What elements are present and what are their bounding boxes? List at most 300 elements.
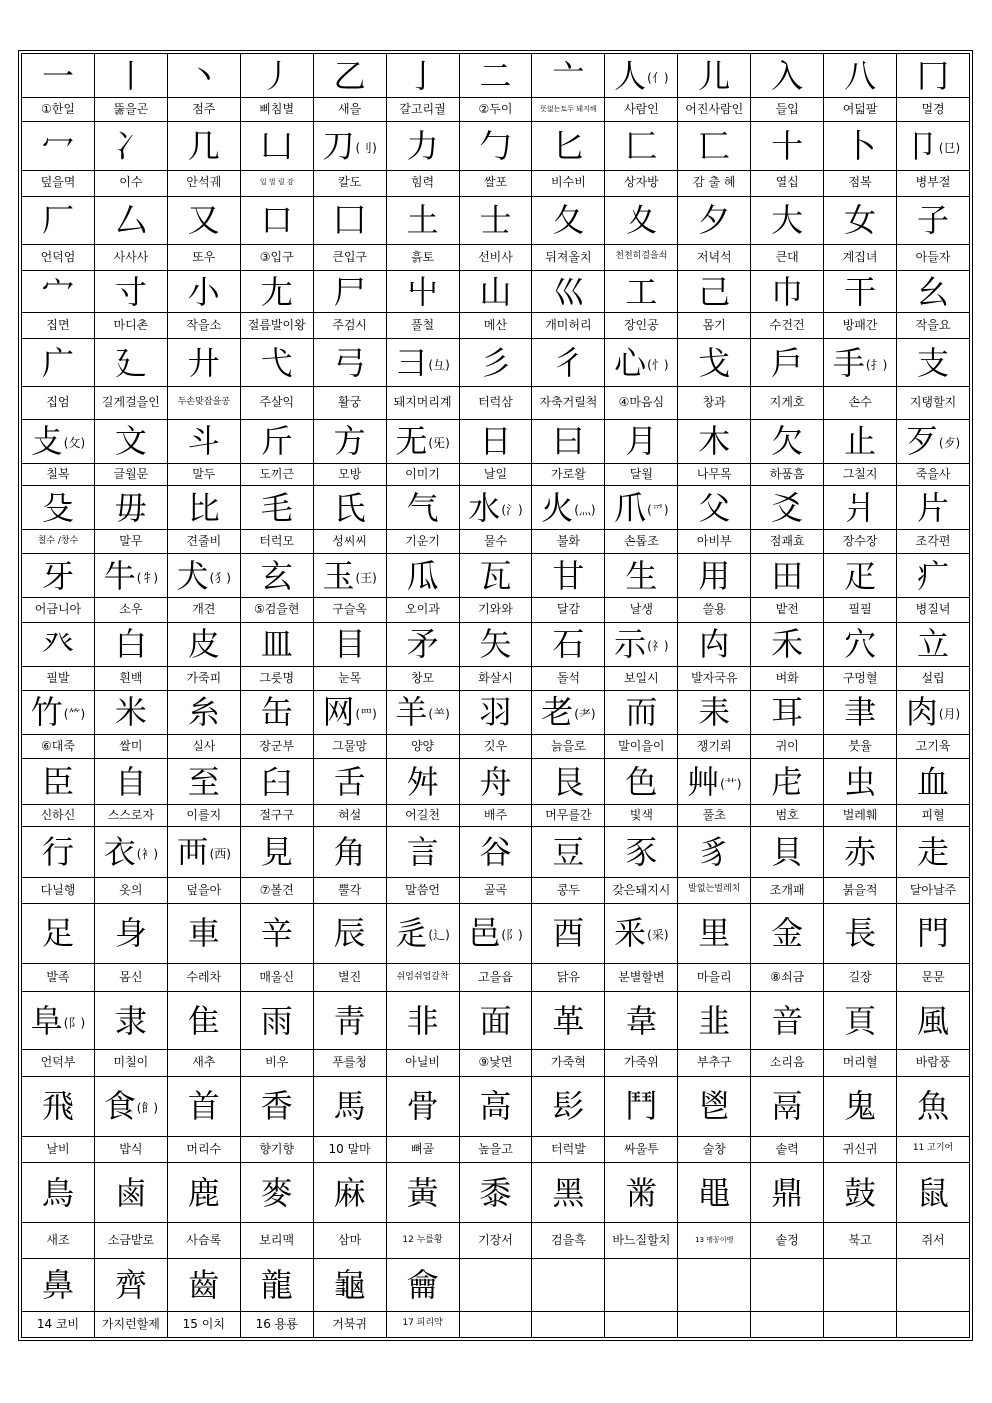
radical-cell xyxy=(167,485,240,529)
radical-name: 쥐서 xyxy=(897,1223,970,1259)
radical-cell xyxy=(532,1162,605,1222)
radical-cell xyxy=(897,339,970,387)
radical-char: 黹 xyxy=(625,1173,658,1212)
radical-name: 구멍혈 xyxy=(824,666,897,690)
radical-cell xyxy=(386,903,459,963)
radical-char: 匕 xyxy=(552,126,585,165)
radical-name: 그칠지 xyxy=(824,463,897,485)
radical-name: 말씀언 xyxy=(386,877,459,903)
radical-cell xyxy=(824,903,897,963)
radical-name: 글월문 xyxy=(94,463,167,485)
radical-char: 气 xyxy=(406,488,439,527)
name-row xyxy=(22,313,970,339)
hanja-row xyxy=(22,992,970,1050)
radical-name: 미칠이 xyxy=(94,1050,167,1076)
radical-cell xyxy=(167,270,240,312)
radical-cell xyxy=(386,554,459,598)
radical-char: 鬼 xyxy=(844,1087,877,1126)
radical-char: 皮 xyxy=(187,625,220,664)
radical-name: 자축거릴척 xyxy=(532,387,605,419)
radical-name: 피혈 xyxy=(897,805,970,827)
radical-char: 网 xyxy=(322,693,355,732)
radical-char: 走 xyxy=(917,833,950,872)
radical-name: 붉을적 xyxy=(824,877,897,903)
radical-cell xyxy=(678,54,751,98)
radical-cell xyxy=(94,622,167,666)
radical-name: 점복 xyxy=(824,170,897,196)
radical-name: 머리수 xyxy=(167,1136,240,1162)
radical-cell xyxy=(167,122,240,170)
radical-name: 집면 xyxy=(22,313,95,339)
radical-name: 들입 xyxy=(751,98,824,122)
radical-variant: (歺) xyxy=(938,436,961,451)
radical-char: 黽 xyxy=(698,1173,731,1212)
radical-cell xyxy=(167,827,240,877)
radical-name: 날일 xyxy=(459,463,532,485)
radical-cell xyxy=(897,270,970,312)
radical-name: 붓율 xyxy=(824,735,897,759)
radical-cell xyxy=(167,1162,240,1222)
radical-cell xyxy=(605,485,678,529)
radical-name: 멀경 xyxy=(897,98,970,122)
radical-variant: (阝) xyxy=(63,1015,86,1030)
radical-name: 14 코비 xyxy=(22,1311,95,1337)
radical-char: 日 xyxy=(479,422,512,461)
radical-char: 立 xyxy=(917,625,950,664)
radical-variant: (飠) xyxy=(136,1101,159,1116)
radical-char: 尸 xyxy=(333,272,366,311)
radical-name: 천천히걸을쇠 xyxy=(605,244,678,270)
hanja-row xyxy=(22,419,970,463)
radical-name: 쟁기뢰 xyxy=(678,735,751,759)
radical-variant: (王) xyxy=(355,570,377,585)
radical-name: 눈목 xyxy=(313,666,386,690)
radical-cell xyxy=(167,339,240,387)
empty-cell xyxy=(824,1259,897,1311)
radical-cell xyxy=(94,759,167,805)
radical-name: ⑥대죽 xyxy=(22,735,95,759)
radical-variant: (阝) xyxy=(501,928,523,943)
radical-char: 骨 xyxy=(406,1087,439,1126)
empty-cell xyxy=(459,1259,532,1311)
radical-name: 다닐행 xyxy=(22,877,95,903)
radical-cell xyxy=(94,1259,167,1311)
radical-name: 고기육 xyxy=(897,735,970,759)
radical-char: 而 xyxy=(625,693,658,732)
radical-char: 无 xyxy=(395,422,428,461)
radical-name: 쉬엄쉬엄갈착 xyxy=(386,964,459,992)
radical-variant: (艹) xyxy=(720,776,742,791)
radical-variant: (辶) xyxy=(428,928,450,943)
radical-cell xyxy=(605,196,678,244)
radical-name: 지탱할지 xyxy=(897,387,970,419)
radical-cell xyxy=(824,339,897,387)
radical-char: 面 xyxy=(479,1001,512,1040)
hanja-row xyxy=(22,54,970,98)
radical-char: 羊 xyxy=(395,693,428,732)
radical-char: 曰 xyxy=(552,422,585,461)
radical-name: 빛색 xyxy=(605,805,678,827)
name-row xyxy=(22,735,970,759)
radical-char: 鼻 xyxy=(41,1266,74,1305)
radical-char: 首 xyxy=(187,1087,220,1126)
radical-cell xyxy=(459,122,532,170)
radical-name: 별진 xyxy=(313,964,386,992)
radical-cell xyxy=(386,54,459,98)
radical-name: 필발 xyxy=(22,666,95,690)
radical-char: 人 xyxy=(614,56,647,95)
radical-cell xyxy=(678,622,751,666)
radical-cell xyxy=(22,196,95,244)
radical-name: 보리맥 xyxy=(240,1223,313,1259)
radical-char: 彳 xyxy=(552,343,585,382)
radical-name: 옷의 xyxy=(94,877,167,903)
radical-name: 아닐비 xyxy=(386,1050,459,1076)
radical-char: 貝 xyxy=(771,833,804,872)
radical-char: 儿 xyxy=(698,56,731,95)
radical-cell xyxy=(167,992,240,1050)
radical-char: 音 xyxy=(771,1001,804,1040)
radical-cell xyxy=(824,1076,897,1136)
radical-cell xyxy=(897,54,970,98)
name-row xyxy=(22,1050,970,1076)
radical-char: 殳 xyxy=(41,488,74,527)
radical-name: 11 고기어 xyxy=(897,1136,970,1162)
radical-name: 이미기 xyxy=(386,463,459,485)
radical-name: 수레차 xyxy=(167,964,240,992)
radical-name: 아들자 xyxy=(897,244,970,270)
radical-name: 아비부 xyxy=(678,530,751,554)
radical-char: 行 xyxy=(41,833,74,872)
empty-cell xyxy=(605,1311,678,1337)
radical-cell xyxy=(313,485,386,529)
radical-char: 臼 xyxy=(260,762,293,801)
radical-cell xyxy=(22,690,95,734)
radical-name: 기와와 xyxy=(459,598,532,622)
radical-name: 입 벌 릴 감 xyxy=(240,170,313,196)
hanja-row xyxy=(22,622,970,666)
radical-char: 冂 xyxy=(917,56,950,95)
empty-cell xyxy=(751,1259,824,1311)
radical-name: 사슴록 xyxy=(167,1223,240,1259)
radical-cell xyxy=(459,196,532,244)
name-row xyxy=(22,805,970,827)
radical-name: ⑤검을현 xyxy=(240,598,313,622)
radical-name: 쌀미 xyxy=(94,735,167,759)
radical-name: 칼도 xyxy=(313,170,386,196)
radical-char: 聿 xyxy=(844,693,877,732)
radical-name: 길장 xyxy=(824,964,897,992)
radical-name: 발자국유 xyxy=(678,666,751,690)
hanja-row xyxy=(22,339,970,387)
radical-char: 士 xyxy=(479,201,512,240)
radical-char: 止 xyxy=(844,422,877,461)
radical-char: 彐 xyxy=(395,343,428,382)
radical-char: 丨 xyxy=(114,56,147,95)
radical-cell xyxy=(605,622,678,666)
radical-cell xyxy=(459,622,532,666)
radical-char: 厶 xyxy=(114,201,147,240)
radical-name: 바느질할치 xyxy=(605,1223,678,1259)
radical-cell xyxy=(824,270,897,312)
radical-variant: (罒) xyxy=(355,707,377,722)
radical-char: 入 xyxy=(771,56,804,95)
radical-name: 기장서 xyxy=(459,1223,532,1259)
radical-char: 月 xyxy=(625,422,658,461)
radical-name: 하품흠 xyxy=(751,463,824,485)
radical-cell xyxy=(167,1259,240,1311)
name-row xyxy=(22,964,970,992)
radical-char: 干 xyxy=(844,272,877,311)
radical-cell xyxy=(313,903,386,963)
radical-cell xyxy=(751,339,824,387)
radical-char: 黃 xyxy=(406,1173,439,1212)
radical-name: 주살익 xyxy=(240,387,313,419)
radical-char: 匸 xyxy=(698,126,731,165)
radical-char: 力 xyxy=(406,126,439,165)
radical-name: 발없는벌레치 xyxy=(678,877,751,903)
radical-name: 점주 xyxy=(167,98,240,122)
radical-char: 目 xyxy=(333,625,366,664)
radical-name: 콩두 xyxy=(532,877,605,903)
radical-variant: (犭) xyxy=(209,570,231,585)
radical-name: 마디촌 xyxy=(94,313,167,339)
empty-cell xyxy=(678,1311,751,1337)
radical-char: 几 xyxy=(187,126,220,165)
radical-cell xyxy=(94,485,167,529)
radical-char: 攴 xyxy=(30,422,63,461)
radical-name: 돼지머리계 xyxy=(386,387,459,419)
radical-char: 二 xyxy=(479,56,512,95)
radical-cell xyxy=(897,1162,970,1222)
radical-name: 흰백 xyxy=(94,666,167,690)
radical-char: 高 xyxy=(479,1087,512,1126)
radical-cell xyxy=(824,419,897,463)
radical-cell xyxy=(751,554,824,598)
radical-name: 날생 xyxy=(605,598,678,622)
radical-char: 广 xyxy=(41,343,74,382)
radical-name: 뼈골 xyxy=(386,1136,459,1162)
radical-name: 범호 xyxy=(751,805,824,827)
radical-name: 두손맞잡을공 xyxy=(167,387,240,419)
radical-cell xyxy=(897,903,970,963)
radical-cell xyxy=(313,622,386,666)
radical-char: 麥 xyxy=(260,1173,293,1212)
radical-cell xyxy=(897,1076,970,1136)
hanja-row xyxy=(22,270,970,312)
radical-name: 새조 xyxy=(22,1223,95,1259)
radical-name: 말두 xyxy=(167,463,240,485)
hanja-row xyxy=(22,554,970,598)
radical-char: 石 xyxy=(552,625,585,664)
radical-char: 龠 xyxy=(406,1266,439,1305)
radical-cell xyxy=(240,690,313,734)
radical-char: 黍 xyxy=(479,1173,512,1212)
radical-char: 肉 xyxy=(905,693,938,732)
radical-variant: (忄) xyxy=(647,357,669,372)
radical-name: 여덟팔 xyxy=(824,98,897,122)
radical-char: 虫 xyxy=(844,762,877,801)
radical-cell xyxy=(605,759,678,805)
radical-name: 바람풍 xyxy=(897,1050,970,1076)
radical-char: 冫 xyxy=(114,126,147,165)
radical-char: 弋 xyxy=(260,343,293,382)
radical-name: 어금니아 xyxy=(22,598,95,622)
radical-char: 手 xyxy=(832,343,865,382)
empty-cell xyxy=(824,1311,897,1337)
radical-name: 보일시 xyxy=(605,666,678,690)
radical-char: 黑 xyxy=(552,1173,585,1212)
radical-cell xyxy=(313,1259,386,1311)
radical-name: 터럭삼 xyxy=(459,387,532,419)
radical-cell xyxy=(459,339,532,387)
radical-cell xyxy=(459,759,532,805)
empty-cell xyxy=(897,1311,970,1337)
radical-cell xyxy=(240,827,313,877)
radical-char: 靑 xyxy=(333,1001,366,1040)
radical-cell xyxy=(386,122,459,170)
radical-char: 邑 xyxy=(468,914,501,953)
radical-cell xyxy=(240,1162,313,1222)
name-row xyxy=(22,1223,970,1259)
radical-name: 실사 xyxy=(167,735,240,759)
radical-cell xyxy=(824,196,897,244)
radical-cell xyxy=(94,690,167,734)
radical-char: 酉 xyxy=(552,914,585,953)
radical-cell xyxy=(94,54,167,98)
radical-variant: (⺮) xyxy=(63,707,86,722)
radical-char: 自 xyxy=(114,762,147,801)
radical-name: 깃우 xyxy=(459,735,532,759)
radical-cell xyxy=(678,827,751,877)
radical-name: 신하신 xyxy=(22,805,95,827)
hanja-row xyxy=(22,196,970,244)
radical-name: 상자방 xyxy=(605,170,678,196)
radical-cell xyxy=(167,554,240,598)
radical-variant: (耂) xyxy=(574,707,596,722)
radical-name: 머무를간 xyxy=(532,805,605,827)
radical-name: 몸기 xyxy=(678,313,751,339)
radical-cell xyxy=(605,122,678,170)
radical-name: 가죽피 xyxy=(167,666,240,690)
radical-char: 夂 xyxy=(552,201,585,240)
radical-name: 뒤져올치 xyxy=(532,244,605,270)
radical-name: 밭전 xyxy=(751,598,824,622)
radical-char: 口 xyxy=(260,201,293,240)
radical-char: 襾 xyxy=(176,833,209,872)
radical-name: 혀설 xyxy=(313,805,386,827)
radical-name: ⑧쇠금 xyxy=(751,964,824,992)
radical-cell xyxy=(22,992,95,1050)
radical-name: 12 누를황 xyxy=(386,1223,459,1259)
radical-char: 欠 xyxy=(771,422,804,461)
radical-char: 勹 xyxy=(479,126,512,165)
radical-name: 말이을이 xyxy=(605,735,678,759)
radical-char: 宀 xyxy=(41,272,74,311)
radical-char: 足 xyxy=(41,914,74,953)
radical-variant: (刂) xyxy=(355,140,377,155)
radical-cell xyxy=(678,1076,751,1136)
radical-cell xyxy=(605,690,678,734)
radical-cell xyxy=(167,759,240,805)
radical-cell xyxy=(751,419,824,463)
radical-char: 非 xyxy=(406,1001,439,1040)
radical-cell xyxy=(240,759,313,805)
radical-name: 풀초 xyxy=(678,805,751,827)
radical-char: 舛 xyxy=(406,762,439,801)
radical-char: 十 xyxy=(771,126,804,165)
radical-cell xyxy=(240,903,313,963)
radical-char: 谷 xyxy=(479,833,512,872)
radical-name: 병질녁 xyxy=(897,598,970,622)
radical-cell xyxy=(386,419,459,463)
radical-name: 언덕엄 xyxy=(22,244,95,270)
radical-cell xyxy=(897,196,970,244)
radical-name: 견줄비 xyxy=(167,530,240,554)
radical-char: 香 xyxy=(260,1087,293,1126)
radical-name: 이수 xyxy=(94,170,167,196)
radical-char: 方 xyxy=(333,422,366,461)
radical-char: 艸 xyxy=(687,762,720,801)
radical-name: 터럭발 xyxy=(532,1136,605,1162)
radical-name: 솥력 xyxy=(751,1136,824,1162)
radical-char: 耳 xyxy=(771,693,804,732)
radical-char: 米 xyxy=(114,693,147,732)
radical-name: 길게걸을인 xyxy=(94,387,167,419)
radical-cell xyxy=(678,485,751,529)
radical-char: 厂 xyxy=(41,201,74,240)
radical-cell xyxy=(313,1076,386,1136)
radical-cell xyxy=(605,419,678,463)
radical-cell xyxy=(459,992,532,1050)
radical-cell xyxy=(605,54,678,98)
radical-char: 馬 xyxy=(333,1087,366,1126)
radical-name: 불화 xyxy=(532,530,605,554)
radical-char: 豸 xyxy=(698,833,731,872)
radical-name: 새추 xyxy=(167,1050,240,1076)
radical-cell xyxy=(167,419,240,463)
radical-cell xyxy=(386,992,459,1050)
radical-cell xyxy=(897,622,970,666)
radical-char: 鬯 xyxy=(698,1087,731,1126)
radical-cell xyxy=(22,419,95,463)
radical-cell xyxy=(22,1162,95,1222)
radical-cell xyxy=(751,1076,824,1136)
radical-char: 示 xyxy=(614,625,647,664)
radical-char: 大 xyxy=(771,201,804,240)
radical-char: 色 xyxy=(625,762,658,801)
radical-char: 糸 xyxy=(187,693,220,732)
radical-name: 어진사람인 xyxy=(678,98,751,122)
radical-name: 화살시 xyxy=(459,666,532,690)
empty-cell xyxy=(459,1311,532,1337)
radical-cell xyxy=(678,122,751,170)
radical-cell xyxy=(897,122,970,170)
radical-name: 도끼근 xyxy=(240,463,313,485)
radical-char: 支 xyxy=(917,343,950,382)
radical-char: 木 xyxy=(698,422,731,461)
radical-cell xyxy=(897,992,970,1050)
radical-cell xyxy=(22,122,95,170)
radical-char: 疒 xyxy=(917,556,950,595)
radical-cell xyxy=(751,122,824,170)
radical-cell xyxy=(751,903,824,963)
radical-name: 저녁석 xyxy=(678,244,751,270)
radical-name: 작을소 xyxy=(167,313,240,339)
radical-variant: (采) xyxy=(647,928,669,943)
radical-cell xyxy=(313,196,386,244)
radical-name: 개견 xyxy=(167,598,240,622)
